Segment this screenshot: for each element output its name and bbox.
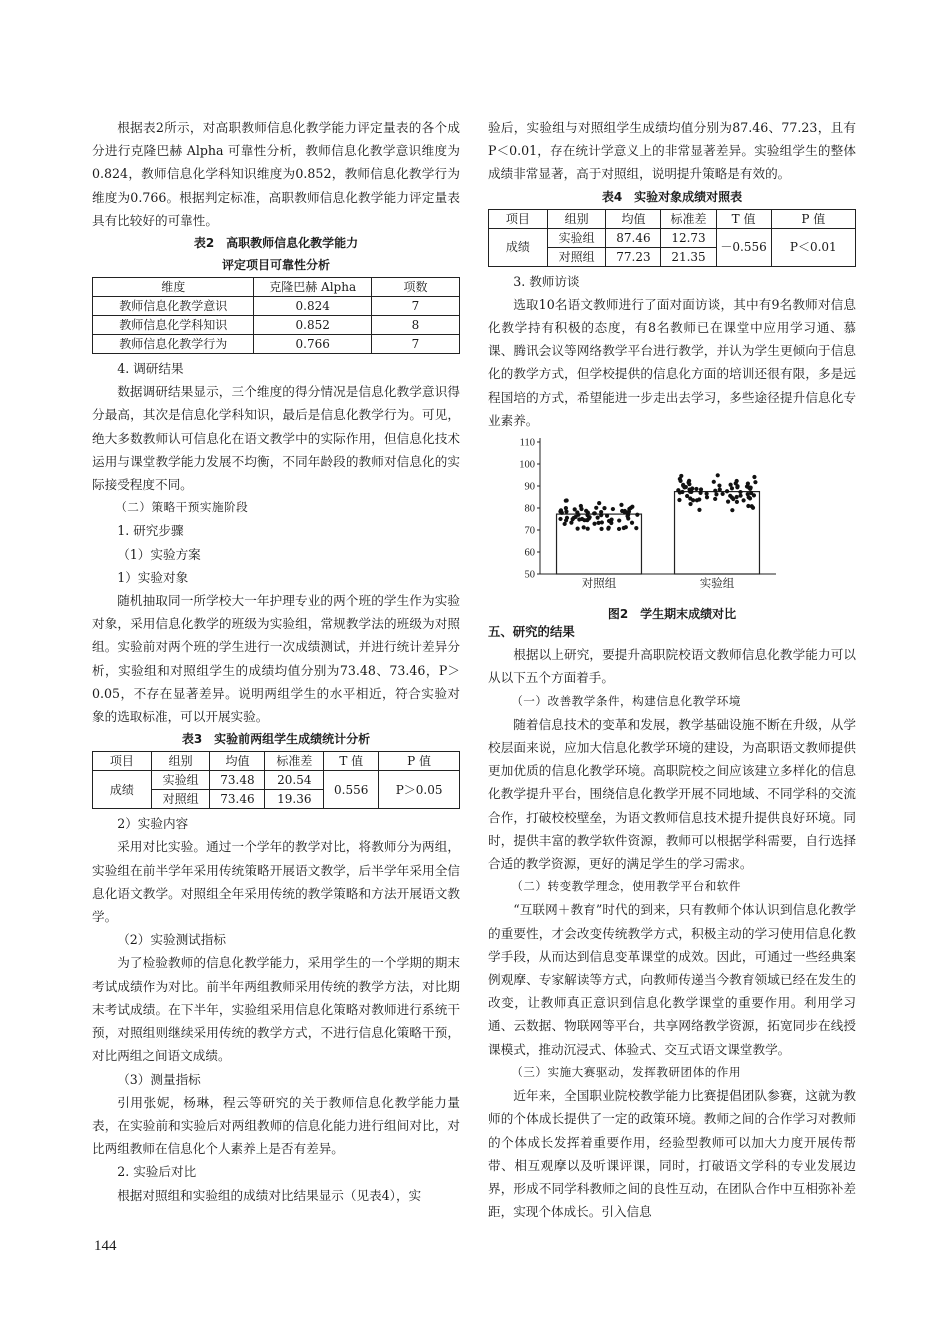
data-point: [582, 525, 586, 529]
data-point: [686, 480, 690, 484]
heading: 2. 实验后对比: [117, 1164, 197, 1180]
data-point: [577, 517, 581, 521]
table3-caption: 表3 实验前两组学生成绩统计分析: [181, 732, 371, 747]
data-point: [625, 514, 629, 518]
data-point: [678, 479, 682, 483]
data-point: [726, 500, 730, 504]
data-point: [565, 498, 569, 502]
subsection-heading: （二）策略干预实施阶段: [115, 500, 249, 515]
data-point: [617, 519, 621, 523]
bar-chart: [488, 434, 856, 596]
data-point: [735, 484, 739, 488]
data-point: [717, 483, 721, 487]
data-point: [584, 509, 588, 513]
data-point: [575, 510, 579, 514]
data-point: [611, 507, 615, 511]
bar: [675, 492, 760, 574]
data-point: [606, 527, 610, 531]
data-point: [694, 487, 698, 491]
table-header: 项目: [489, 209, 548, 228]
table-header: T 值: [716, 209, 771, 228]
data-point: [592, 511, 596, 515]
data-point: [741, 498, 745, 502]
table-row: 教师信息化教学行为 0.766 7: [93, 335, 460, 354]
heading: （1）实验方案: [117, 546, 201, 562]
table-header: P 值: [379, 752, 460, 771]
table2-caption: 表2 高职教师信息化教学能力 评定项目可靠性分析: [193, 236, 359, 273]
y-tick-label: 70: [524, 525, 535, 537]
table-header: 项目: [93, 752, 152, 771]
table-header: T 值: [324, 752, 379, 771]
data-point: [619, 503, 623, 507]
data-point: [617, 527, 621, 531]
paragraph: 随机抽取同一所学校大一年护理专业的两个班的学生作为实验对象，采用信息化教学的班级为实验组，常规教学法的班级为对照组。实验前对两个班的学生进行一次成绩测试，并进行统计差异分析，实验组和对照组学生的成绩均值分别为73.48、73.46，P＞0.05，不存在显著差异。说明两组学生的水平相近，符合实验对象的选取标准，可以开展实验。: [92, 593, 460, 725]
table2: [92, 277, 460, 354]
table-row: 成绩 实验组 87.46 12.73 －0.556 P＜0.01: [489, 228, 856, 247]
data-point: [725, 489, 729, 493]
paragraph: 随着信息技术的变革和发展，教学基础设施不断在升级，从学校层面来说，应加大信息化教学环境的建设，为高职语文教师提供更加优质的信息化教学环境。高职院校之间应该建立多样化的信息化教学提升平台，围绕信息化教学开展不同地域、不同学科的交流合作，打破校校壁垒，为语文教师信息技术提升提供良好环境。同时，提供丰富的教学软件资源，教师可以根据学科需要，自行选择合适的教学资源，更好的满足学生的学习需求。: [488, 716, 856, 872]
table4-caption: 表4 实验对象成绩对照表: [601, 189, 743, 204]
data-point: [713, 489, 717, 493]
data-point: [627, 510, 631, 514]
data-point: [697, 508, 701, 512]
data-point: [705, 495, 709, 499]
table-header: 均值: [210, 752, 265, 771]
data-point: [597, 501, 601, 505]
heading: 2）实验内容: [117, 816, 189, 832]
figure-caption: 图2 学生期末成绩对比: [607, 607, 737, 622]
data-point: [574, 515, 578, 519]
y-tick-label: 60: [524, 547, 535, 559]
data-point: [738, 494, 742, 498]
table4: [488, 209, 856, 267]
table-header: 标准差: [661, 209, 716, 228]
heading: 1. 研究步骤: [117, 523, 184, 539]
section-heading: 五、研究的结果: [488, 624, 575, 640]
data-point: [599, 510, 603, 514]
data-point: [564, 506, 568, 510]
data-point: [718, 488, 722, 492]
y-tick-label: 100: [519, 459, 535, 471]
data-point: [751, 506, 755, 510]
paragraph: 根据以上研究，要提升高职院校语文教师信息化教学能力可以从以下五个方面着手。: [488, 647, 856, 686]
data-point: [753, 480, 757, 484]
data-point: [596, 521, 600, 525]
data-point: [586, 527, 590, 531]
data-point: [563, 522, 567, 526]
table-row: 教师信息化教学意识 0.824 7: [93, 297, 460, 316]
data-point: [712, 480, 716, 484]
table-row: 成绩 实验组 73.48 20.54 0.556 P＞0.05: [93, 771, 460, 790]
paragraph: 数据调研结果显示，三个维度的得分情况是信息化教学意识得分最高，其次是信息化学科知识，最后是信息化教学行为。可见，绝大多数教师认可信息化在语文教学中的实际作用，但信息化技术运用与课堂教学能力发展不均衡，不同年龄段的教师对信息化的实际接受程度不同。: [92, 384, 460, 493]
data-point: [635, 513, 639, 517]
data-point: [730, 508, 734, 512]
data-point: [738, 490, 742, 494]
heading: 1）实验对象: [117, 569, 189, 585]
x-tick-label: 实验组: [699, 576, 735, 591]
paragraph: 引用张妮，杨琳，程云等研究的关于教师信息化教学能力量表，在实验前和实验后对两组教师的信息化能力进行组间对比，对比两组教师在信息化个人素养上是否有差异。: [92, 1094, 460, 1157]
data-point: [721, 492, 725, 496]
figure-2: [488, 434, 856, 620]
data-point: [735, 500, 739, 504]
paragraph: 为了检验教师的信息化教学能力，采用学生的一个学期的期末考试成绩作为对比。前半年两组教师采用传统的教学方法，对比期末考试成绩。在下半年，实验组采用信息化策略对教师进行系统干预，对照组则继续采用传统的教学方式，不进行信息化策略干预，对比两组之间语文成绩。: [92, 955, 460, 1064]
data-point: [564, 510, 568, 514]
y-tick-label: 90: [524, 481, 535, 493]
data-point: [746, 492, 750, 496]
table-row: 对照组 77.23 21.35: [489, 247, 856, 266]
paragraph: 选取10名语文教师进行了面对面访谈，其中有9名教师对信息化教学持有积极的态度，有8名教师已在课堂中应用学习通、慕课、腾讯会议等网络教学平台进行教学，并认为学生更倾向于信息化的教学方式，但学校提供的信息化方面的培训还很有限，多是远程国培的方式，希望能进一步走出去学习，多些途径提升信息化专业素养。: [488, 296, 856, 428]
heading: （3）测量指标: [117, 1071, 201, 1087]
table-header: 标准差: [265, 752, 324, 771]
data-point: [730, 486, 734, 490]
data-point: [698, 491, 702, 495]
data-point: [579, 507, 583, 511]
data-point: [705, 492, 709, 496]
table-header: 组别: [151, 752, 210, 771]
data-point: [634, 526, 638, 530]
data-point: [605, 514, 609, 518]
data-point: [558, 517, 562, 521]
data-point: [596, 516, 600, 520]
y-tick-label: 50: [524, 569, 535, 581]
data-point: [676, 488, 680, 492]
data-point: [697, 497, 701, 501]
table-header: 组别: [547, 209, 606, 228]
heading: 4. 调研结果: [117, 361, 184, 377]
x-tick-label: 对照组: [581, 576, 617, 591]
y-tick-label: 110: [519, 437, 535, 449]
paragraph: 近年来，全国职业院校教学能力比赛提倡团队参赛，这就为教师的个体成长提供了一定的政策环境。教师之间的合作学习对教师的个体成长发挥着重要作用，经验型教师可以加大力度开展传帮带、相互观摩以及听课评课，同时，打破语文学科的专业发展边界，形成不同学科教师之间的良性互动，在团队合作中互相弥补差距，实现个体成长。引入信息: [488, 1088, 856, 1220]
data-point: [599, 527, 603, 531]
data-point: [747, 485, 751, 489]
heading: （2）实验测试指标: [117, 932, 226, 948]
data-point: [746, 482, 750, 486]
left-column: [92, 116, 460, 1207]
table-header: P 值: [771, 209, 855, 228]
data-point: [592, 522, 596, 526]
paragraph: 验后，实验组与对照组学生成绩均值分别为87.46、77.23，且有P＜0.01，存在统计学意义上的非常显著差异。实验组学生的整体成绩非常显著，高于对照组，说明提升策略是有效的。: [488, 120, 856, 182]
data-point: [594, 506, 598, 510]
data-point: [630, 521, 634, 525]
data-point: [565, 516, 569, 520]
table-header: 均值: [606, 209, 661, 228]
data-point: [609, 518, 613, 522]
data-point: [588, 515, 592, 519]
data-point: [689, 490, 693, 494]
right-column: [488, 116, 856, 1223]
table-row: 对照组 73.46 19.36: [93, 790, 460, 809]
page-number: 144: [94, 1238, 117, 1254]
subsection-heading: （二）转变教学理念，使用教学平台和软件: [511, 879, 741, 894]
paragraph: “互联网＋教育”时代的到来，只有教师个体认识到信息化教学的重要性，才会改变传统教学方式，积极主动的学习使用信息化教学手段，从而达到信息变革课堂的成效。因此，可通过一些经典案例观摩、专家解读等方式，向教师传递当今教育领域已经在发生的改变，让教师真正意识到信息化教学课堂的重要作用。利用学习通、云数据、物联网等平台，共享网络教学资源，拓宽同步在线授课模式，推动沉浸式、体验式、交互式语文课堂教学。: [488, 902, 856, 1057]
paragraph: 根据表2所示，对高职教师信息化教学能力评定量表的各个成分进行克隆巴赫 Alpha 可靠性分析，教师信息化教学意识维度为0.824，教师信息化学科知识维度为0.852，教师信息化教学行为维度为0.766。根据判定标准，高职教师信息化教学能力评定量表具有比较好的可靠性。: [92, 120, 460, 228]
data-point: [629, 506, 633, 510]
data-point: [569, 521, 573, 525]
data-point: [731, 497, 735, 501]
data-point: [602, 506, 606, 510]
table-header: 克隆巴赫 Alpha: [254, 278, 371, 297]
table-header: 维度: [93, 278, 254, 297]
data-point: [576, 527, 580, 531]
data-point: [559, 508, 563, 512]
data-point: [716, 473, 720, 477]
heading: 3. 教师访谈: [513, 273, 580, 289]
data-point: [681, 484, 685, 488]
data-point: [677, 498, 681, 502]
paragraph: 采用对比实验。通过一个学年的教学对比，将教师分为两组，实验组在前半学年采用传统策略开展语文教学，后半学年采用全信息化语文教学。对照组全年采用传统的教学策略和方法开展语文教学。: [92, 839, 460, 925]
data-point: [622, 526, 626, 530]
table-row: 教师信息化学科知识 0.852 8: [93, 316, 460, 335]
subsection-heading: （三）实施大赛驱动，发挥教研团体的作用: [511, 1064, 741, 1079]
data-point: [688, 496, 692, 500]
subsection-heading: （一）改善教学条件，构建信息化教学环境: [511, 693, 741, 708]
data-point: [688, 502, 692, 506]
paragraph: 根据对照组和实验组的成绩对比结果显示（见表4），实: [117, 1187, 422, 1203]
data-point: [752, 475, 756, 479]
data-point: [713, 497, 717, 501]
table-header: 项数: [371, 278, 459, 297]
y-tick-label: 80: [524, 503, 535, 515]
table3: [92, 751, 460, 809]
data-point: [714, 492, 718, 496]
